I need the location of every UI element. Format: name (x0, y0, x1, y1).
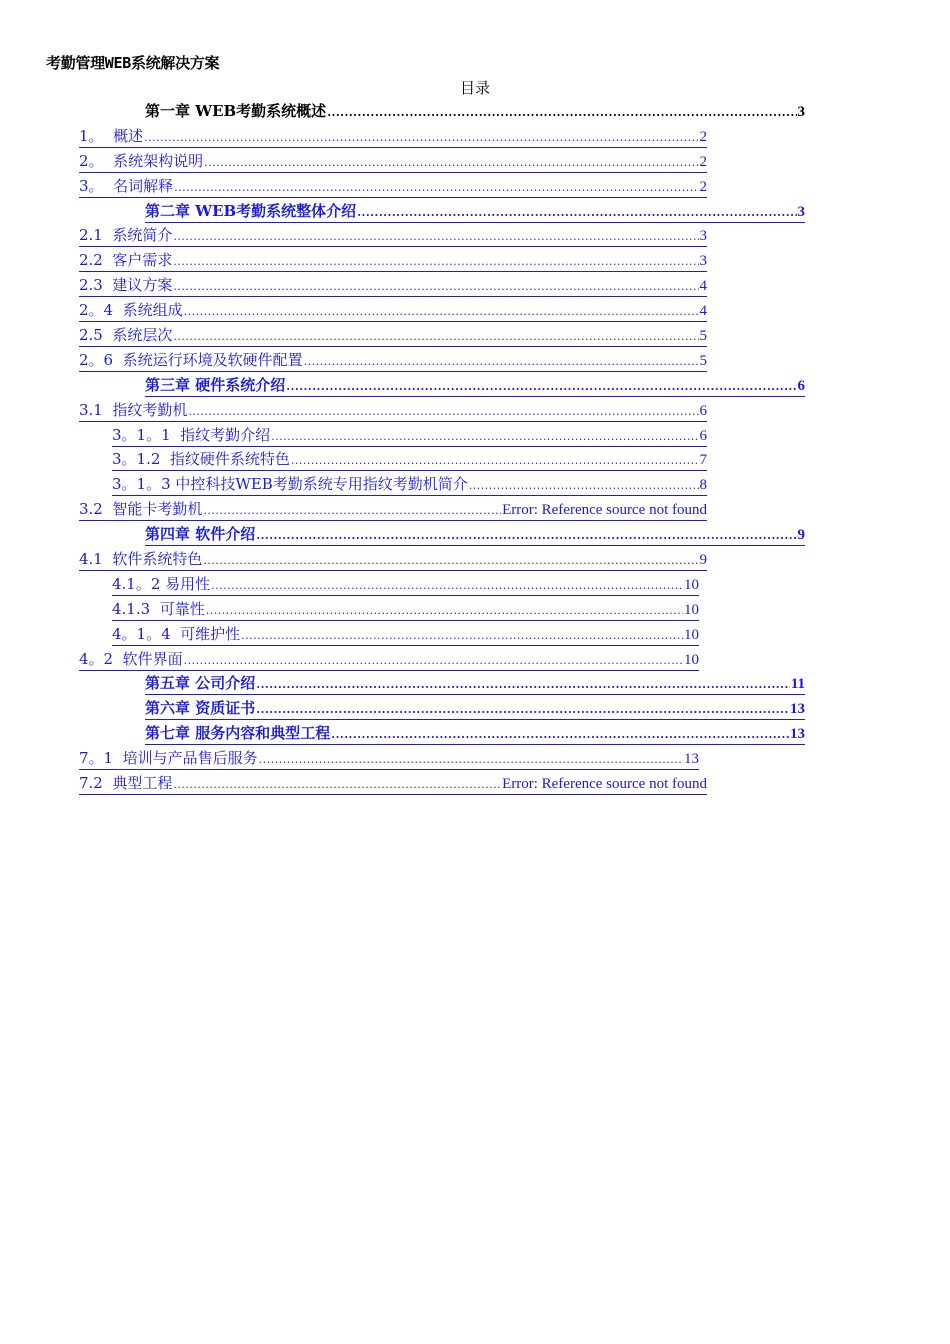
toc-dot-leader (206, 602, 683, 620)
toc-section-link[interactable] (79, 650, 699, 671)
toc-entry-title: 4。1。4 可维护性 (112, 624, 241, 643)
toc-section-link[interactable] (112, 600, 699, 621)
toc-dot-leader (331, 726, 789, 744)
toc-entry (0, 522, 950, 547)
toc-dot-leader (184, 652, 683, 670)
toc-entry-title: 4.1.3 可靠性 (112, 599, 205, 618)
toc-dot-leader (174, 179, 698, 197)
toc-entry (0, 273, 950, 298)
toc-section-link[interactable] (112, 475, 707, 496)
toc-section-link[interactable] (112, 450, 707, 471)
toc-dot-leader (203, 502, 501, 520)
toc-dot-leader (286, 378, 796, 396)
toc-entry-title: 4.1 软件系统特色 (79, 550, 203, 569)
toc-page-number: 11 (790, 676, 805, 693)
toc-entry (0, 572, 950, 597)
toc-entry-title: 2。6 系统运行环境及软硬件配置 (79, 350, 303, 369)
toc-entry (0, 398, 950, 423)
toc-entry (0, 373, 950, 398)
toc-entry-title: 3。1。3 中控科技WEB考勤系统专用指纹考勤机简介 (112, 475, 468, 494)
toc-entry (0, 199, 950, 224)
toc-entry-title: 1。 概述 (79, 126, 144, 145)
toc-dot-leader (291, 452, 699, 470)
toc-dot-leader (173, 253, 698, 271)
toc-section-link[interactable] (79, 301, 707, 322)
toc-page-number: 8 (699, 477, 707, 494)
toc-chapter-link[interactable] (145, 674, 805, 695)
document-title: 考勤管理WEB系统解决方案 (46, 54, 220, 72)
toc-page-number: 5 (699, 352, 707, 369)
toc-entry-title: 2.1 系统简介 (79, 226, 173, 245)
toc-dot-leader (173, 278, 698, 296)
toc-page-number: 2 (699, 178, 707, 195)
toc-entry (0, 721, 950, 746)
toc-entry (0, 497, 950, 522)
toc-entry-title: 2.5 系统层次 (79, 326, 173, 345)
toc-entry-title: 3.1 指纹考勤机 (79, 400, 188, 419)
toc-page-number: 9 (699, 552, 707, 569)
toc-dot-leader (204, 154, 698, 172)
toc-dot-leader (256, 527, 796, 545)
toc-entry (0, 547, 950, 572)
toc-entry-title: 4.1。2 易用性 (112, 574, 211, 593)
toc-dot-leader (469, 477, 699, 495)
toc-entry-title: 第五章 公司介绍 (145, 674, 256, 693)
toc-page-number: Error: Reference source not found (502, 502, 707, 519)
toc-page-number: Error: Reference source not found (502, 776, 707, 793)
toc-dot-leader (327, 104, 796, 122)
toc-page-number: 10 (684, 626, 699, 643)
toc-page-number: 3 (699, 228, 707, 245)
toc-entry-title: 7.2 典型工程 (79, 774, 173, 793)
toc-entry-title: 第六章 资质证书 (145, 699, 256, 718)
toc-page-number: 3 (797, 203, 805, 220)
toc-entry-title: 3。1.2 指纹硬件系统特色 (112, 450, 290, 469)
toc-dot-leader (173, 328, 698, 346)
toc-page-number: 3 (699, 253, 707, 270)
toc-entry (0, 647, 950, 672)
toc-section-link[interactable] (79, 276, 707, 297)
toc-page-number: 10 (684, 576, 699, 593)
toc-entry (0, 671, 950, 696)
toc-page-number: 2 (699, 128, 707, 145)
toc-dot-leader (184, 303, 699, 321)
toc-page-number: 3 (797, 104, 805, 120)
toc-chapter-link[interactable] (145, 202, 805, 223)
toc-entry (0, 746, 950, 771)
toc-entry-title: 3。1。1 指纹考勤介绍 (112, 425, 271, 444)
toc-section-link[interactable] (79, 351, 707, 372)
toc-section-link[interactable] (79, 326, 707, 347)
toc-section-link[interactable] (79, 500, 707, 521)
toc-entry-title: 第一章 WEB考勤系统概述 (145, 102, 327, 120)
toc-entry (0, 348, 950, 373)
toc-page-number: 9 (797, 527, 805, 544)
toc-entry-title: 3.2 智能卡考勤机 (79, 500, 203, 519)
toc-page-number: 4 (699, 303, 707, 320)
toc-dot-leader (188, 403, 698, 421)
toc-heading: 目录 (459, 79, 490, 97)
toc-page-number: 5 (699, 328, 707, 345)
toc-entry (0, 99, 950, 124)
toc-dot-leader (357, 204, 796, 222)
toc-page-number: 13 (790, 701, 805, 718)
toc-entry (0, 248, 950, 273)
toc-dot-leader (173, 228, 698, 246)
toc-entry (0, 124, 950, 149)
toc-entry (0, 696, 950, 721)
toc-chapter-link[interactable] (145, 376, 805, 397)
toc-entry (0, 223, 950, 248)
toc-entry (0, 423, 950, 448)
toc-dot-leader (256, 676, 790, 694)
toc-page-number: 2 (699, 153, 707, 170)
toc-dot-leader (259, 751, 683, 769)
toc-page-number: 13 (684, 751, 699, 768)
toc-chapter-link[interactable] (145, 102, 805, 122)
toc-section-link[interactable] (79, 401, 707, 422)
toc-entry-title: 2.3 建议方案 (79, 276, 173, 295)
toc-section-link[interactable] (112, 426, 707, 447)
toc-dot-leader (256, 701, 789, 719)
toc-dot-leader (241, 627, 683, 645)
toc-section-link[interactable] (79, 177, 707, 198)
toc-page-number: 13 (790, 726, 805, 743)
toc-section-link[interactable] (79, 127, 707, 148)
toc-dot-leader (173, 776, 501, 794)
toc-page-number: 4 (699, 278, 707, 295)
toc-dot-leader (211, 577, 683, 595)
toc-page-number: 6 (699, 402, 707, 419)
toc-entry-title: 2.2 客户需求 (79, 251, 173, 270)
toc-entry (0, 174, 950, 199)
toc-chapter-link[interactable] (145, 724, 805, 745)
toc-section-link[interactable] (112, 575, 699, 596)
toc-entry-title: 7。1 培训与产品售后服务 (79, 749, 258, 768)
toc-section-link[interactable] (79, 550, 707, 571)
toc-section-link[interactable] (112, 625, 699, 646)
toc-section-link[interactable] (79, 226, 707, 247)
toc-entry-title: 第四章 软件介绍 (145, 525, 256, 544)
toc-section-link[interactable] (79, 749, 699, 770)
toc-page-number: 7 (699, 452, 707, 469)
toc-entry (0, 298, 950, 323)
table-of-contents (0, 99, 950, 796)
toc-entry-title: 第二章 WEB考勤系统整体介绍 (145, 201, 357, 220)
toc-entry (0, 149, 950, 174)
toc-entry (0, 622, 950, 647)
toc-chapter-link[interactable] (145, 525, 805, 546)
toc-entry-title: 2。 系统架构说明 (79, 151, 204, 170)
toc-entry (0, 597, 950, 622)
toc-entry (0, 472, 950, 497)
toc-dot-leader (304, 353, 699, 371)
toc-dot-leader (144, 129, 698, 147)
toc-entry-title: 4。2 软件界面 (79, 649, 183, 668)
toc-section-link[interactable] (79, 152, 707, 173)
toc-section-link[interactable] (79, 251, 707, 272)
toc-dot-leader (203, 552, 698, 570)
toc-entry (0, 771, 950, 796)
toc-chapter-link[interactable] (145, 699, 805, 720)
toc-dot-leader (271, 428, 698, 446)
toc-entry-title: 第七章 服务内容和典型工程 (145, 724, 331, 743)
toc-entry (0, 447, 950, 472)
toc-section-link[interactable] (79, 774, 707, 795)
toc-page-number: 10 (684, 651, 699, 668)
toc-page-number: 10 (684, 601, 699, 618)
toc-page-number: 6 (797, 377, 805, 394)
toc-page-number: 6 (699, 427, 707, 444)
toc-entry-title: 3。 名词解释 (79, 176, 174, 195)
toc-entry-title: 2。4 系统组成 (79, 301, 183, 320)
toc-entry (0, 323, 950, 348)
toc-entry-title: 第三章 硬件系统介绍 (145, 375, 286, 394)
